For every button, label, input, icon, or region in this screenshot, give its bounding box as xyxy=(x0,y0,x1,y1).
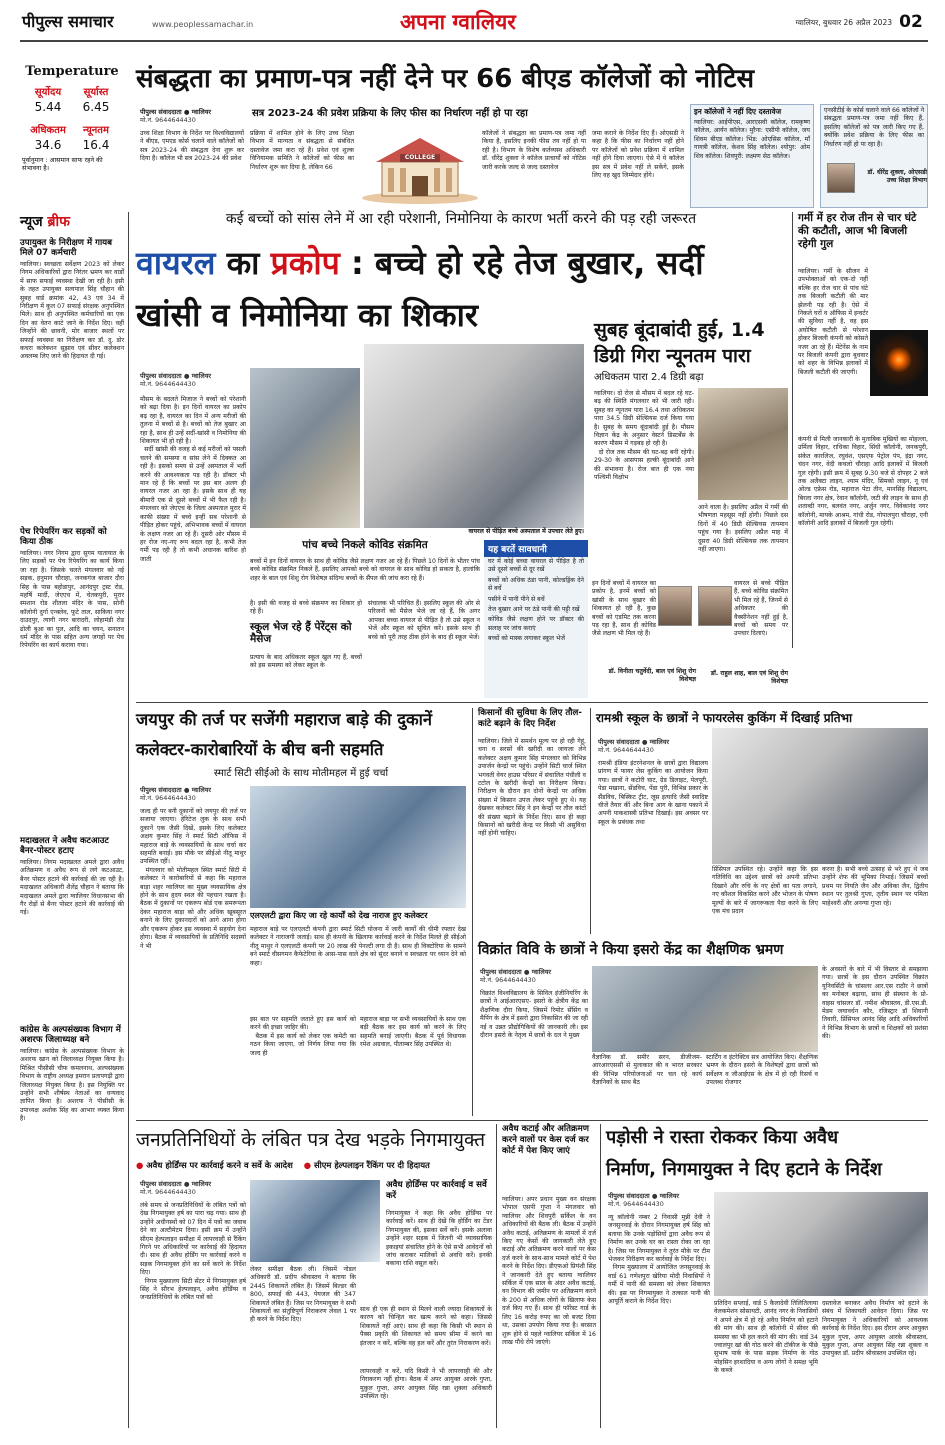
weather-story-body-2: आने वाला है। इसलिए अप्रैल में गर्मी की भीषणता महसूस नहीं होगी। पिछले दस दिनों में 40 डिग्री सेल्सियस तापमान पहुंच गया है। इसलिए अप्रैल माह में दूसरा 40 डिग्री सेल्सियस तक तापमान नहीं जाएगा। xyxy=(698,504,790,554)
ramshree-byline xyxy=(598,738,708,758)
news-brief-brief: ब्रीफ xyxy=(47,214,70,230)
brief-1-title: उपायुक्त के निरीक्षण में गायब मिले 07 कर्मचारी xyxy=(20,238,113,258)
viral-hl-word1: वायरल xyxy=(136,244,216,282)
lead-subhead: सत्र 2023-24 की प्रवेश प्रक्रिया के लिए फीस का निर्धारण नहीं हो पा रहा xyxy=(252,108,528,119)
doctor-1-name: डॉ. विनीता चतुर्वेदी, बाल एवं शिशु रोग विशेषज्ञ xyxy=(608,668,699,684)
brief-1-text: ग्वालियर। स्वच्छता सर्वेक्षण 2023 को लेकर निगम अधिकारियों द्वारा निरंतर भ्रमण कर वार्डों में साफ सफाई व्यवस्था देखी जा रही है। इसी के तहत उपायुक्त सत्यपाल सिंह चौहान की सुबह वार्ड क्रमांक 42, 43 एवं 34 में निरीक्षण में कुल 07 सफाई संरक्षक अनुपस्थित मिले। साथ ही अनुपस्थित कर्मचारियों का एक दिन का वेतन काटे जाने के निर्देश दिए। वहीं जिन्होंने की छावनी, मोर बाजार स्थलों पर सफाई व्यवस्था का निरीक्षण कर डॉ. दु. डोर कचरा कलेक्शन सुझाव एवं सीवर कलेक्शन अवलम्ब लिए जाने की हिदायत दी गई। xyxy=(20,261,126,361)
sunset-value: 6.45 xyxy=(82,100,110,114)
sunrise-label: सूर्योदय xyxy=(34,87,62,98)
weather-story-subhead: अधिकतम पारा 2.4 डिग्री बढ़ा xyxy=(594,372,704,383)
min-label: न्यूनतम xyxy=(83,125,109,136)
hoarding-text: निगमायुक्त ने कहा कि अवैध होर्डिंग्स पर कार्रवाई करें। साथ ही देखें कि होर्डिंग का टेंडर निगमायुक्त की, इसका सर्वे करें। इसके अलावा उन्होंने शहर सड़क में जितनी भी व्यावसायिक इकाइयां संचालित होने के ऐसे सभी आवेदनों को जांच कराकर मालिकों से अवधि करें। इनकी बकाया राशि वसूल करें। xyxy=(386,1210,494,1268)
nigam-col3: साथ ही एक ही स्थान से मिलने वाली ज्यादा शिकायतों के कारण को चिन्हित कर खत्म करने को कहा। जिससे शिकायतें नहीं आएं। साथ ही कहा कि किसी भी स्थान से पैक्स प्रकृति की शिकायत को समय सीमा में करने का इंतजार न करें, बल्कि वह हल करें और तुरंत निराकरण करें। xyxy=(360,1306,494,1347)
viral-headline-2: खांसी व निमोनिया का शिकार xyxy=(136,296,478,334)
max-value: 34.6 xyxy=(34,138,62,152)
lead-col3: कॉलेजों ने संबद्धता का प्रमाण-पत्र जमा नहीं किया है, इसलिए इनकी फीस तय नहीं हो पा रही है। विभाग के विशेष कर्तव्यस्थ अधिकारी डॉ. धीरेंद्र शुक्ला ने कॉलेज प्राचार्यों को नोटिस जारी करके जल्द से जल्द दस्तावेज xyxy=(482,130,588,171)
doctor-2-photo xyxy=(698,586,732,626)
jaipur-byline-mobile: मो.नं. 9644644430 xyxy=(140,794,196,802)
jaipur-col1: जल्द ही पर बनी दुकानों को जयपुर की तर्ज पर सजाया जाएगा। हेरिटेज लुक के साथ सभी दुकानें एक जैसी दिखें, इसके लिए कलेक्टर अक्षय कुमार सिंह ने स्मार्ट सिटी ऑफिस में महाराज बाड़े के व्यवसायियों के साथ चर्चा कर सहमति बनाई। इस मौके पर सीईओ नीतू माथुर उपस्थित रहीं। मंगलवार को मोतीमहल स्थित स्मार्ट सिटी में कलेक्टर ने कारोबारियों से कहा कि महाराज बाड़ा शहर ग्वालियर का मुख्य व्यवसायिक क्षेत्र होने के साथ हृदय स्थल की पहचान रखता है। बैठक में दुकानों पर एकरूप बोर्ड एक समरूपता देकर महाराज बाड़ा को और अधिक खूबसूरत बनाने के लिए दुकानदारों को आगे आना होगा और एकरूप होकर इस व्यवस्था में सहयोग देना होगा। बैठक में व्यवसायियों के प्रतिनिधि सदस्यों ने भी xyxy=(140,808,246,950)
viral-strap: कई बच्चों को सांस लेने में आ रही परेशानी, निमोनिया के कारण भर्ती करने की पड़ रही जरूरत xyxy=(225,211,697,227)
ramshree-headline: रामश्री स्कूल के छात्रों ने फायरलेस कुकिंग में दिखाई प्रतिभा xyxy=(596,711,853,725)
college-building-icon xyxy=(360,128,480,206)
jaipur-col2: इस बात पर सहमति जताते हुए इस कार्य को करने की इच्छा जाहिर की। बैठक में इस कार्य को लेकर एक कमेटी का गठन किया जाएगा, जो निर्णय लिया गया कि जल्द ही xyxy=(250,1016,356,1057)
weather-story-body: ग्वालियर। दो रोज से मौसम में बदल रहे घट-बढ़ की स्थिति मंगलवार को भी जारी रही। सुबह का न्यूनतम पारा 16.4 तथा अधिकतम पारा 34.5 डिग्री सेल्सियस दर्ज किया गया है। सुबह के समय बूंदाबांदी हुई है। मौसम विज्ञान केंद्र के अनुसार वेस्टर्न डिस्टर्बेंस के कारण मौसम में गड़बड़ हो रही है। दो रोज तक मौसम की घट-बढ़ बनी रहेगी। 29-30 के आसपास हल्की बूंदाबांदी आने की संभावना है। रोज बात ही एक नया पश्चिमी विक्षोभ xyxy=(594,390,694,482)
masthead-rule xyxy=(20,40,928,42)
tips-title: यह बरतें सावधानी xyxy=(484,540,588,557)
padosi-byline-mobile: मो.नं. 9644644430 xyxy=(608,1200,664,1208)
rain-photo xyxy=(698,388,788,500)
farmers-body: ग्वालियर। जिले में समर्थन मूल्य पर हो रही गेहूं, चना व सरसों की खरीदी का जायजा लेने कलेक्टर अक्षय कुमार सिंह मंगलवार को विभिन्न उपार्जन केन्द्रों पर पहुंचे। उन्होंने सिटी चार्ज स्थित भगवती वेयर हाउस परिसर में संचालित पंचीली व टटोल के खरीदी केन्द्रों का निरीक्षण किया। निरीक्षण के दौरान इन दोनों केन्द्रों पर अधिक संख्या में किसान उपज लेकर पहुंचे हुए थे। यह देखकर कलेक्टर सिंह ने इन केन्द्रों पर तौल कांटों की संख्या बढ़ाने के निर्देश दिए। साथ ही कहा किसानों को खरीदी केन्द्र पर किसी भी असुविधा नहीं होनी चाहिए। xyxy=(478,738,588,838)
farmers-headline: किसानों की सुविधा के लिए तौल-कांटे बढ़ाने के दिए निर्देश xyxy=(478,708,582,729)
school-title: स्कूल भेज रहे हैं पेरेंट्स को मैसेज xyxy=(250,621,352,645)
padosi-rule xyxy=(600,1124,601,1428)
tip-6: बच्चों को मास्क लगाकर स्कूल भेजें xyxy=(488,635,565,643)
brief-4-text: ग्वालियर। कांग्रेस के अल्पसंख्यक विभाग के अशरफ खान को जिलाध्यक्ष नियुक्त किया है। मिश्रित पीसीसी चीफ कमलनाथ, अल्पसंख्यक विभाग के राष्ट्रीय अध्यक्ष इमरान प्रतापगढ़ी द्वारा जिलाध्यक्ष नियुक्त किया है। इस नियुक्ति पर उन्होंने सभी शीर्षस्थ नेताओं का धन्यवाद ज्ञापित किया है। अशरफ ने पीसीसी के उपाध्यक्ष अशोक सिंह का आभार व्यक्त किया है। xyxy=(20,1048,126,1123)
tip-4: तेज बुखार आने पर ठंडे पानी की पट्टी रखें xyxy=(488,606,580,614)
school-text: प्रत्याय के बाद अधिकतर स्कूल खुल गए हैं, बच्चों को इस समस्या को लेकर स्कूल के xyxy=(250,654,364,670)
viral-byline xyxy=(140,372,250,392)
osd-photo xyxy=(827,163,855,193)
encroach-body: ग्वालियर। अपर प्रधान मुख्य वन संरक्षक भोपाल एसपी गुप्ता ने मंगलवार को ग्वालियर और शिवपुरी सर्किल के वन अधिकारियों की बैठक ली। बैठक में उन्होंने अवैध कटाई, अतिक्रमण के मामलों में दर्ज किए गए केसों की जानकारी लेते हुए कटाई और अतिक्रमण करने वालों पर केस दर्ज करने के साथ-साथ मामले कोर्ट में पेश करने के निर्देश दिए। डीएफओ प्रियंशी सिंह ने जानकारी देते हुए बताया ग्वालियर सर्किल में एक साल के अंदर अवैध कटाई, वन विभाग की जमीन पर अतिक्रमण करने के 200 से अधिक लोगों के खिलाफ केस दर्ज किए गए हैं। साथ ही फॉरेस्ट गार्ड के लिए 16 करोड़ रुपए का जो बजट दिया था, उसका उपयोग किया गया है। बरसात शुरू होने से पहले ग्वालियर सर्किल में 16 लाख पौधे रोपे जाएंगे। xyxy=(502,1196,598,1346)
ramshree-rule xyxy=(590,708,591,934)
nigam-col4: लापरवाही न करें, यदि किसी ने भी लापरवाही की और निराकरण नहीं होगा। बैठक में अपर आयुक्त आरके गुप्ता, मुकुल गुप्ता, अपर आयुक्त सिंह रन्ना शुक्ला अधिकारी उपस्थित रहे। xyxy=(360,1368,494,1401)
jaipur-headline-1: जयपुर की तर्ज पर सजेंगी महाराज बाड़े की दुकानें xyxy=(136,710,433,729)
sunrise-value: 5.44 xyxy=(34,100,62,114)
lead-byline-name: पीपुल्स संवाददाता ● ग्वालियर xyxy=(140,108,212,116)
ramshree-byline-mobile: मो.नं. 9644644430 xyxy=(598,746,654,754)
osd-quote-box xyxy=(820,104,928,208)
college-illustration xyxy=(360,128,480,206)
ramshree-col2: प्रिंसिपल उपस्थित रहे। उन्होंने कहा कि इस गतिविधि का उद्देश्य छात्रों को अपनी प्रतिभा दिखाने और रुचि के नए क्षेत्रों का पता लगाने, नए कौशल विकसित करने और भोजन के पोषण मूल्यों के बारे में जागरूकता पैदा करने के लिए एक मंच प्रदान xyxy=(712,866,820,916)
tip-5: कोविड जैसे लक्षण होने पर डॉक्टर की सलाह पर जांच कराएं xyxy=(488,616,586,632)
bullet-dot-1: ● xyxy=(136,1160,144,1170)
padosi-col2: प्रतिदिन सप्लाई, वार्ड 5 कैलादेवी तिलितिलाया वेलकमेशन सोसायटी, आनंद नगर के निवासियों ने अपने क्षेत्र में हो रहे अवैध निर्माण को हटाने की मांग की। साथ ही कॉलोनी में सीवर की समस्या का भी हल करने की मांग की। वार्ड 34 ज्वालपुर खां की गोठ करने की टॉकीज के पीछे सुभाष पार्क के पास सड़क निर्माण के गोठ मोहसिन इरशादिया व अन्य लोगों ने समक्ष भूमि के कब्जे xyxy=(714,1300,820,1375)
mid-rule-2 xyxy=(136,1120,928,1121)
brief-3-title: मदाखलत ने अवैध कटआउट बैनर-पोस्टर हटाए xyxy=(20,836,109,856)
tips-box xyxy=(484,540,588,698)
nigam-headline: जनप्रतिनिधियों के लंबित पत्र देख भड़के निगमायुक्त xyxy=(136,1129,486,1151)
viral-byline-mobile: मो.नं. 9644644430 xyxy=(140,380,196,388)
hospital-photo-caption: वायरल से पीड़ित बच्चे अस्पताल में उपचार लेते हुए। xyxy=(468,528,584,535)
brief-4-title: कांग्रेस के अल्पसंख्यक विभाग में अशरफ जिलाध्यक्ष बने xyxy=(20,1025,121,1045)
tip-1: घर में कोई बच्चा वायरल से पीड़ित है तो उसे दूसरे बच्चों से दूर रखें xyxy=(488,558,586,574)
isro-col1: विक्रांत विश्वविद्यालय के सिविल इंजीनियरिंग के छात्रों ने आईआरएसए- इसरो के क्षेत्रीय केंद्र का शैक्षणिक दौरा किया, जिसमें रिमोट सेंसिंग व मैपिंग के क्षेत्र में इसरो द्वारा निकासित की जा रही नई व उन्नत प्रौद्योगिकियों की जानकारी ली। इस दौरान इसरो के नेतृत्व में छात्रों के दल ने मुख्य xyxy=(480,990,590,1040)
nigam-meeting-photo xyxy=(250,1180,380,1262)
isro-byline xyxy=(480,968,590,988)
lead-col2: प्रक्रिया में शामिल होने के लिए उच्च शिक्षा विभाग में मान्यता व संबद्धता से संबंधित दस्तावेज जमा करा रहे हैं। प्रवेश एवं शुल्क विनियामक समिति ने कॉलेजों को फीस का निर्धारण शुरू कर दिया है, लेकिन 66 xyxy=(250,130,356,171)
mid-rule-1 xyxy=(136,702,928,703)
jaipur-byline xyxy=(140,786,250,806)
isro-col4: के अवसरों के बारे में भी विस्तार से समझाया गया। छात्रों के इस दौरान उपस्थित विक्रांत यूनिवर्सिटी के चांसलर आर.एस राठौर ने छात्रों का मनोबल बढ़ाया, साथ ही संस्थान के प्रो-वाइस चांसलर डॉ. नमीश श्रीवास्तव, डी.एस.डी. मेडम जयावर्धन कौर, रजिस्ट्रार डॉ शिवानी तिवारी, प्रिंसिपल आनंद सिंह आदि अधिकारियों ने विभिन्न विभाग के छात्रों व शिक्षकों को प्रशंसा की। xyxy=(822,966,930,1041)
nigam-bullet-2: सीएम हेल्पलाइन रैंकिंग पर दी हिदायत xyxy=(313,1160,430,1170)
bullet-dot-2: ● xyxy=(303,1160,312,1170)
lead-headline: संबद्धता का प्रमाण-पत्र नहीं देने पर 66 बीएड कॉलेजों को नोटिस xyxy=(136,64,755,94)
ramshree-col3: करना है। सभी बच्चे उत्साह से भरे हुए थे जब उन्होंने शेफ की भूमिका निभाई। जिसमें बच्चों प्रथम पर नियति जैन और अविका जैन, द्वितीय स्थान पर तुलश्री गुप्ता, तृतीय स्थान पर पमिता माहेश्वरी और अनन्या गुप्ता रहे। xyxy=(822,866,930,907)
padosi-headline-2: निर्माण, निगमायुक्त ने दिए हटाने के निर्देश xyxy=(606,1159,882,1180)
masthead-logo: पीपुल्स समाचार xyxy=(22,12,114,31)
weather-story-headline-1: सुबह बूंदाबांदी हुई, 1.4 xyxy=(594,319,765,341)
weather-forecast: पूर्वानुमान : आसमान साफ रहने की संभावना है। xyxy=(22,156,103,173)
masthead xyxy=(0,0,945,44)
isro-byline-name: पीपुल्स संवाददाता ● ग्वालियर xyxy=(480,968,552,976)
viral-body: मौसम के बदलते मिजाज ने बच्चों को परेशानी को बढ़ा दिया है। इन दिनों वायरल का प्रकोप बढ़ रहा है, वायरल का दिन में अन्य मरीजों की तुलना में बच्चों से है। बच्चों को तेज बुखार आ रहा है, साथ ही उन्हें सर्दी-खांसी व निमोनिया की शिकायत भी हो रही है। सर्दी खांसी की वजह से कई मरीजों को पसली चलने की समस्या व सांस लेने में दिक्कत आ रही है। इसको समय से उन्हें अस्पताल में भर्ती करने की आवश्यकता पड़ रही है। डॉक्टर भी मान रहे हैं कि बच्चों पर इस बार अलग ही वायरल नजर आ रहा है। इसके साथ ही यह बीमारी एक से दूसरे बच्चों में भी फैल रही है। मंगलवार को जेएएच के जिला अस्पताल मुरार में काफी संख्या में बच्चे इन्हीं सब परेशानी से पीड़ित होकर पहुंचे, अभिभावक बच्चों में वायरल के लक्षण नजर आ रहे हैं। दूसरी ओर मौसम में हर रोज नए-नए रूप बदल रहा है, कभी तेज गर्मी पड़ रही है तो कभी अचानक बारिश हो जाती xyxy=(140,396,247,563)
covid-col1: बच्चों में इन दिनों वायरल के साथ ही कोविड जैसे लक्षण नजर आ रहे हैं। पिछले 10 दिनों के भीतर पांच बच्चे कोविड संक्रमित निकले हैं, इसलिए आपको बच्चे को वायरल के साथ कोविड हो सकता है, हालांकि शहर के बाल एवं शिशु रोग विशेषज्ञ संदिग्ध बच्चों के सैंपल की जांच करा रहे हैं। xyxy=(250,558,482,582)
ramshree-byline-name: पीपुल्स संवाददाता ● ग्वालियर xyxy=(598,738,670,746)
jaipur-byline-name: पीपुल्स संवाददाता ● ग्वालियर xyxy=(140,786,212,794)
isro-col2: वैज्ञानिक डॉ. समीर सरन, डीजीजम- आरआरएससी से मुलाकात की व भारत सरकार की विभिन्न परियोजनाओं पर चल रहे कार्य वैज्ञानिकों के साथ बैठ xyxy=(592,1054,704,1087)
college-sign: COLLEGE xyxy=(404,154,436,161)
jaipur-subhead: स्मार्ट सिटी सीईओ के साथ मोतीमहल में हुई चर्चा xyxy=(213,768,389,779)
isro-group-photo xyxy=(592,966,818,1052)
hoarding-title: अवैध होर्डिंग्स पर कार्रवाई व सर्वे करें xyxy=(386,1180,487,1201)
osd-quote: एनसीटीई के कोर्स चलाने वाले 66 कॉलेजों ने संबद्धता प्रमाण-पत्र जमा नहीं किए हैं, इसलिए कॉलेजों को पत्र जारी किए गए हैं, क्योंकि प्रवेश प्रक्रिया के लिए फीस का निर्धारण नहीं हो पा रहा है। xyxy=(824,107,926,148)
lead-byline xyxy=(140,108,250,132)
colleges-box-text: ग्वालियर: आईपीएस, आरएसवी कॉलेज, रामकृष्ण कॉलेज, आर्यन कॉलेज। मुरैना: एसीपी कॉलेज, जय शिवम बीएड कॉलेज। भिंड: ओएसिस कॉलेज, माँ गायत्री कॉलेज, केशव सिंह कॉलेज। श्योपुर: ओम शिव कॉलेज। शिवपुरी: लक्ष्मण सेठ कॉलेज। xyxy=(694,119,812,160)
sunset-label: सूर्यास्त xyxy=(83,87,109,98)
news-brief-news: न्यूज xyxy=(20,214,43,230)
lead-col1: उच्च शिक्षा विभाग के निर्देश पर विश्वविद्यालयों ने बीएड, एमएड कोर्स चलाने वाले कॉलेजों को सत्र 2023-24 की संबद्धता देना शुरू कर दिया है। कॉलेज भी सत्र 2023-24 की प्रवेश xyxy=(140,130,246,163)
isro-col3: स्टार्टिंग व इंटरेक्टिव सत्र आयोजित किए। शैक्षणिक भ्रमण के दौरान इसरो के विशेषज्ञों द्वारा छात्रों को सर्वेक्षण व जीआईएस के क्षेत्र में हो रही रिसर्च व उपलब्ध रोजगार xyxy=(706,1054,820,1087)
viral-hl-word3: प्रकोप xyxy=(270,244,340,282)
power-headline: गर्मी में हर रोज तीन से चार घंटे की कटौती, आज भी बिजली रहेगी गुल xyxy=(798,212,917,250)
brief-2-title: पेच रिपेयरिंग कर सड़कों को किया ठीक xyxy=(20,527,107,547)
viral-byline-name: पीपुल्स संवाददाता ● ग्वालियर xyxy=(140,372,212,380)
page-number: 02 xyxy=(899,12,923,32)
news-brief-label xyxy=(20,212,124,234)
jaipur-headline-2: कलेक्टर-कारोबारियों के बीच बनी सहमति xyxy=(136,740,384,759)
lead-col4: जमा कराने के निर्देश दिए हैं। ओएसडी ने कहा है कि फीस का निर्धारण नहीं होने पर कॉलेजों को प्रवेश प्रक्रिया में शामिल नहीं होने दिया जाएगा। ऐसे में ये कॉलेज इस सत्र में प्रवेश नहीं ले सकेंगे, इसके लिए वह खुद जिम्मेदार होंगे। xyxy=(592,130,686,180)
colleges-box-title: इन कॉलेजों ने नहीं दिए दस्तावेज xyxy=(694,107,782,116)
viral-hl-rest: : बच्चे हो रहे तेज बुखार, सर्दी xyxy=(339,244,704,282)
nigam-bullet-1: अवैध होर्डिंग्स पर कार्रवाई करने व सर्वे के आदेश xyxy=(146,1160,293,1170)
section-title-text: अपना ग्वालियर xyxy=(400,10,516,34)
masthead-website: www.peoplessamachar.in xyxy=(152,20,254,29)
power-body: ग्वालियर। गर्मी के सीजन में उपभोक्ताओं को एक-दो नहीं बल्कि हर रोज चार से पांच घंटे तक बिजली कटौती की मार झेलनी पड़ रही है। ऐसे में निकले घरों व ऑफिस में इन्वर्टर की सुविधा नहीं है, वह इस अघोषित कटौती से परेशान होकर बिजली कंपनी को कोसते नजर आ रहे हैं। मेंटेनेंस के नाम पर बिजली कंपनी द्वारा बुधवार को शहर के विभिन्न इलाकों में बिजली कटौती की जाएगी। xyxy=(798,268,870,376)
news-brief-column xyxy=(20,238,124,1428)
max-label: अधिकतम xyxy=(30,125,66,136)
nigam-col2: लेकर समीक्षा बैठक ली। जिसमें नोडल अधिकारी डॉ. प्रदीप श्रीवास्तव ने बताया कि 2445 शिकायतें लंबित हैं। जिसमें बिल्डर की 800, सफाई की 443, पेयजल की 347 शिकायतें लंबित हैं। जिस पर निगमायुक्त ने सभी शिकायतों का संतुष्टिपूर्ण निराकरण लेवल 1 पर ही करने के निर्देश दिए। xyxy=(250,1266,358,1324)
padosi-col3: दस्तावेज बनाकर अवैध निर्माण को हटाने के संबंध में शिकायती आवेदन दिया। जिस पर निगमायुक्त ने अधिकारियों को आवश्यक कार्रवाई के निर्देश दिए। इस दौरान अपर आयुक्त मुकुल गुप्ता, अपर आयुक्त आरके श्रीवास्तव, मुकुल गुप्ता, अपर आयुक्त सिंह रन्ना शुक्ला व उपायुक्त डॉ. प्रदीप श्रीवास्तव उपस्थित रहे। xyxy=(822,1300,930,1358)
padosi-headline-1: पड़ोसी ने रास्ता रोककर किया अवैध xyxy=(606,1127,839,1148)
brief-3-text: ग्वालियर। निगम मदाखलत अमले द्वारा अवैध अतिक्रमण व अवैध रूप से लगे कटआउट, बैनर पोस्टर हटाने की कार्रवाई की जा रही है। मदाखलत अधिकारी शैलेंद्र चौहान ने बताया कि मदाखलत अमले द्वारा ग्वालियर विधानसभा की गैर रोड़ों से बैनर पोस्टर हटाने की कार्रवाई की गई। xyxy=(20,859,126,917)
weather-story-headline-2: डिग्री गिरा न्यूनतम पारा xyxy=(594,345,751,367)
candle-photo xyxy=(870,330,928,396)
weather-title: Temperature xyxy=(25,64,119,79)
doctor-quote-1 xyxy=(592,580,699,698)
section-title xyxy=(400,8,580,38)
viral-hl-word2: का xyxy=(215,244,271,282)
nigam-col1: लंबे समय से जनप्रतिनिधियों के लंबित पत्रों को देख निगमायुक्त हर्ष का पारा चढ़ गया। साथ ही उन्होंने अधीनस्थों को 07 दिन में पत्रों का जवाब देने का अल्टीमेटम दिया। इसी क्रम में उन्होंने सीएम हेल्पलाइन समीक्षा में लापरवाही से रैंकिंग गिरने पर अधिकारियों पर कार्रवाई की हिदायत दी। साथ ही अवैध होर्डिंग पर कार्रवाई करने व सड़क निगमायुक्त होने का सर्वे करने के निर्देश दिए। निगम मुख्यालय सिटी सेंटर में निगमायुक्त हर्ष सिंह ने सौरभ हेल्पलाइन, अवैध होर्डिंग्स व जनप्रतिनिधियों के लंबित पत्रों को xyxy=(140,1202,246,1302)
colleges-box xyxy=(690,104,814,208)
nigam-bullets xyxy=(136,1160,492,1176)
doctor-1-quote: इन दिनों बच्चों में वायरल का प्रकोप है, इनमें बच्चों को खांसी के साथ बुखार की शिकायत हो रही है, कुछ बच्चों को एडमिट तक करना पड़ रहा है, साथ ही कोविड जैसे लक्षण भी मिल रहे हैं। xyxy=(592,580,658,638)
nigam-byline xyxy=(140,1180,250,1200)
lead-byline-mobile: मो.नं. 9644644430 xyxy=(140,116,196,124)
padosi-byline-name: पीपुल्स संवाददाता ● ग्वालियर xyxy=(608,1192,680,1200)
isro-headline: विक्रांत विवि के छात्रों ने किया इसरो केंद्र का शैक्षणिक भ्रमण xyxy=(478,942,784,958)
ramshree-col1: रामश्री इंडिया इंटरनेशनल के छात्रों द्वारा विद्यालय प्रांगण में फायर लेस कुकिंग का आयोजन किया गया। छात्रों ने कटोरी चाट, ग्रेड डिलाइट, पेलपूरी, पेडा मखाना, सेंडविच, पेंडा पुरी, विभिन्न प्रकार के सैंडविच, बिस्किट ट्रीट, जूस इत्यादि जैसी स्वादिष्ट चीजें तैयार कीं और बिना आग के खाना पकाने में अपनी पाकशास्त्री प्रतिभा दिखाई। इस अवसर पर स्कूल के प्रबंधक तथा xyxy=(598,760,710,826)
left-column-rule xyxy=(128,212,129,1428)
doctor-1-photo xyxy=(658,586,692,626)
hospital-photo-2 xyxy=(364,344,584,528)
jaipur-photo-caption-text: महाराज बाड़े पर एलएलटी कंपनी द्वारा स्मार्ट सिटी योजना में जारी कार्यों की धीमी रफ्तार देख कलेक्टर ने नाराजगी जताई। साथ ही कंपनी के खिलाफ कार्रवाई करने के निर्देश मिलते ही सीईओ नीतू माथुर ने एलएलटी कंपनी पर 20 लाख की पेनल्टी लगा दी है। साथ ही विक्टोरिया के सामने बने स्मार्ट वीसगमन कैफेटेरिया के आस-पास वाले क्षेत्र को सुंदर बनाने व स्वच्छता पर ध्यान देने को कहा। xyxy=(250,926,468,967)
weather-box xyxy=(20,62,124,202)
right-column-rule xyxy=(792,212,793,648)
nigam-byline-mobile: मो.नं. 9644644430 xyxy=(140,1188,196,1196)
viral-headline-1 xyxy=(136,240,786,290)
isro-byline-mobile: मो.नं. 9644644430 xyxy=(480,976,536,984)
nigam-byline-name: पीपुल्स संवाददाता ● ग्वालियर xyxy=(140,1180,212,1188)
tip-3: पसीने में पानी पीने से बचें xyxy=(488,595,545,603)
hospital-photo-1 xyxy=(250,368,360,528)
doctor-2-name: डॉ. राहुल शाह, बाल एवं शिशु रोग विशेषज्ञ xyxy=(710,670,791,686)
encroach-rule xyxy=(496,1124,497,1428)
tip-2: बच्चों को अधिक ठंडा पानी, कोल्डड्रिंक देने से बचें xyxy=(488,576,586,593)
padosi-byline xyxy=(608,1192,718,1212)
jaipur-col3: महाराज बाड़ा पर सभी व्यवसायियों के साथ एक बड़ी बैठक कर इस कार्य को करने के लिए सहमति बनाई जाएगी। बैठक में पूर्व विधायक रमेश अग्रवाल, पीताम्बर सिंह उपस्थित थे। xyxy=(360,1016,468,1049)
padosi-col1: न्यू कॉलोनी नम्बर 2 निवासी मुन्नी देवी ने जनसुनवाई के दौरान निगमायुक्त हर्ष सिंह को बताया कि उनके पड़ोसियों द्वारा अवैध रूप से निर्माण कर उनके घर का रास्ता रोका जा रहा है। जिस पर निगमायुक्त ने तुरंत मौके पर टीम भेजकर निरीक्षण कर कार्रवाई के निर्देश दिए। निगम मुख्यालय में आयोजित जनसुनवाई के वार्ड 61 गणेशपुरा खेरिया मोदी निवासियों ने गर्मी में पानी की समस्या को लेकर शिकायत की। इस पर निगमायुक्त ने तत्काल पानी की आपूर्ति कराने के निर्देश दिए। xyxy=(608,1214,710,1306)
encroach-headline: अवैध कटाई और अतिक्रमण करने वालों पर केस दर्ज कर कोर्ट में पेश किए जाएं xyxy=(502,1124,589,1156)
meeting-photo xyxy=(250,786,466,908)
power-body-2: कंपनी से मिली जानकारी के मुताबिक मुखियों का मोहल्ला, उर्मिला विहार, राधिका विहार, सिंधी कॉलोनी, जनकपुरी, संकेत कारलिज, रघुवंश, एसएफ पेट्रोल पंप, इंद्रा नगर, चंदन नगर, वेदी कचलो चौराहा आदि इलाकों में बिजली गुल रहेगी। इसी क्रम में सुबह 9.30 बजे से दोपहर 2 बजे तक अलैक्टा लाइन, श्याम मंदिर, सिमको लाइन, नू एवं ओल्ड एफ्रेस रोड, महाराज पेटा तीन, मानसिंह विद्यालय, बिरला नगर क्षेत्र, रेवान कॉलोनी, जटी की लाइन के साथ ही शताब्दी नगर, बलवंत नगर, अर्जुन नगर, विवेकानंद नगर कॉलोनी, मायके आश्रम, गांधी रोड, गोपालपुरा चौराहा, एनी कॉलोनी आदि इलाकों में बिजली गुल रहेगी। xyxy=(798,436,930,528)
covid-col3: संचालक भी परिचित हैं। इसलिए स्कूल की ओर से परिजनों को मैसेज भेजे जा रहे हैं, कि अगर आपका बच्चा वायरल से पीड़ित है तो उसे स्कूल न भेजें और स्कूल को सूचित करें। इसके साथ ही बच्चे को पूरी तरह ठीक होने के बाद ही स्कूल भेजें। xyxy=(368,600,482,641)
osd-name: डॉ. धीरेंद्र शुक्ला, ओएसडी उच्च शिक्षा विभाग xyxy=(867,169,930,185)
brief-2-text: ग्वालियर। नगर निगम द्वारा सुगम यातायात के लिए सड़कों पर पेच रिपेयरिंग का कार्य किया जा रहा है। जिसके चलते मंगलवार को नई सड़क, हनुमान चौराहा, जनकगंज बाजार दौरा सिह के पास बहोडापुर, आनंदपुर ट्रस्ट रोड, महर्षि मार्दी, जेएएच में, चेतकपुरी, मुरार स्मशान रोड शीतला मंदिर के पास, सोनी कॉलोनी दुर्गा एन्क्लेव, फूटे ताल, साकिया नगर दाउदपुर, त्यागी नगर बारादरी, लोहामंडी रोड ढोली बुआ का पुल, आदि का चयन, सनातन धर्म मंदिर के पास सहित अन्य जगहों पर पेच रिपेयरिंग का कार्य कराया गया। xyxy=(20,550,126,650)
doctor-quote-2 xyxy=(698,580,791,698)
masthead-date: ग्वालियर, बुधवार 26 अप्रैल 2023 xyxy=(795,18,892,27)
farmers-rule xyxy=(472,708,473,1116)
janta-photo xyxy=(714,1192,928,1296)
covid-col2: है। इसी की वजह से बच्चे संक्रमण का शिकार हो रहे हैं। xyxy=(250,600,364,616)
cooking-photo xyxy=(712,728,928,864)
min-value: 16.4 xyxy=(82,138,110,152)
covid-title: पांच बच्चे निकले कोविड संक्रमित xyxy=(302,539,428,551)
doctor-2-quote: वायरल से बच्चे पीड़ित हैं, बच्चे कोविड संक्रमित भी मिल रहे हैं, जिनमें से अधिकतर की वैक्सीनेशन नहीं हुई है, बच्चों को समय पर उपचार दिलाएं। xyxy=(734,580,790,638)
jaipur-photo-caption: एलएलटी द्वारा किए जा रहे कार्यों को देख नाराज हुए कलेक्टर xyxy=(250,911,428,920)
